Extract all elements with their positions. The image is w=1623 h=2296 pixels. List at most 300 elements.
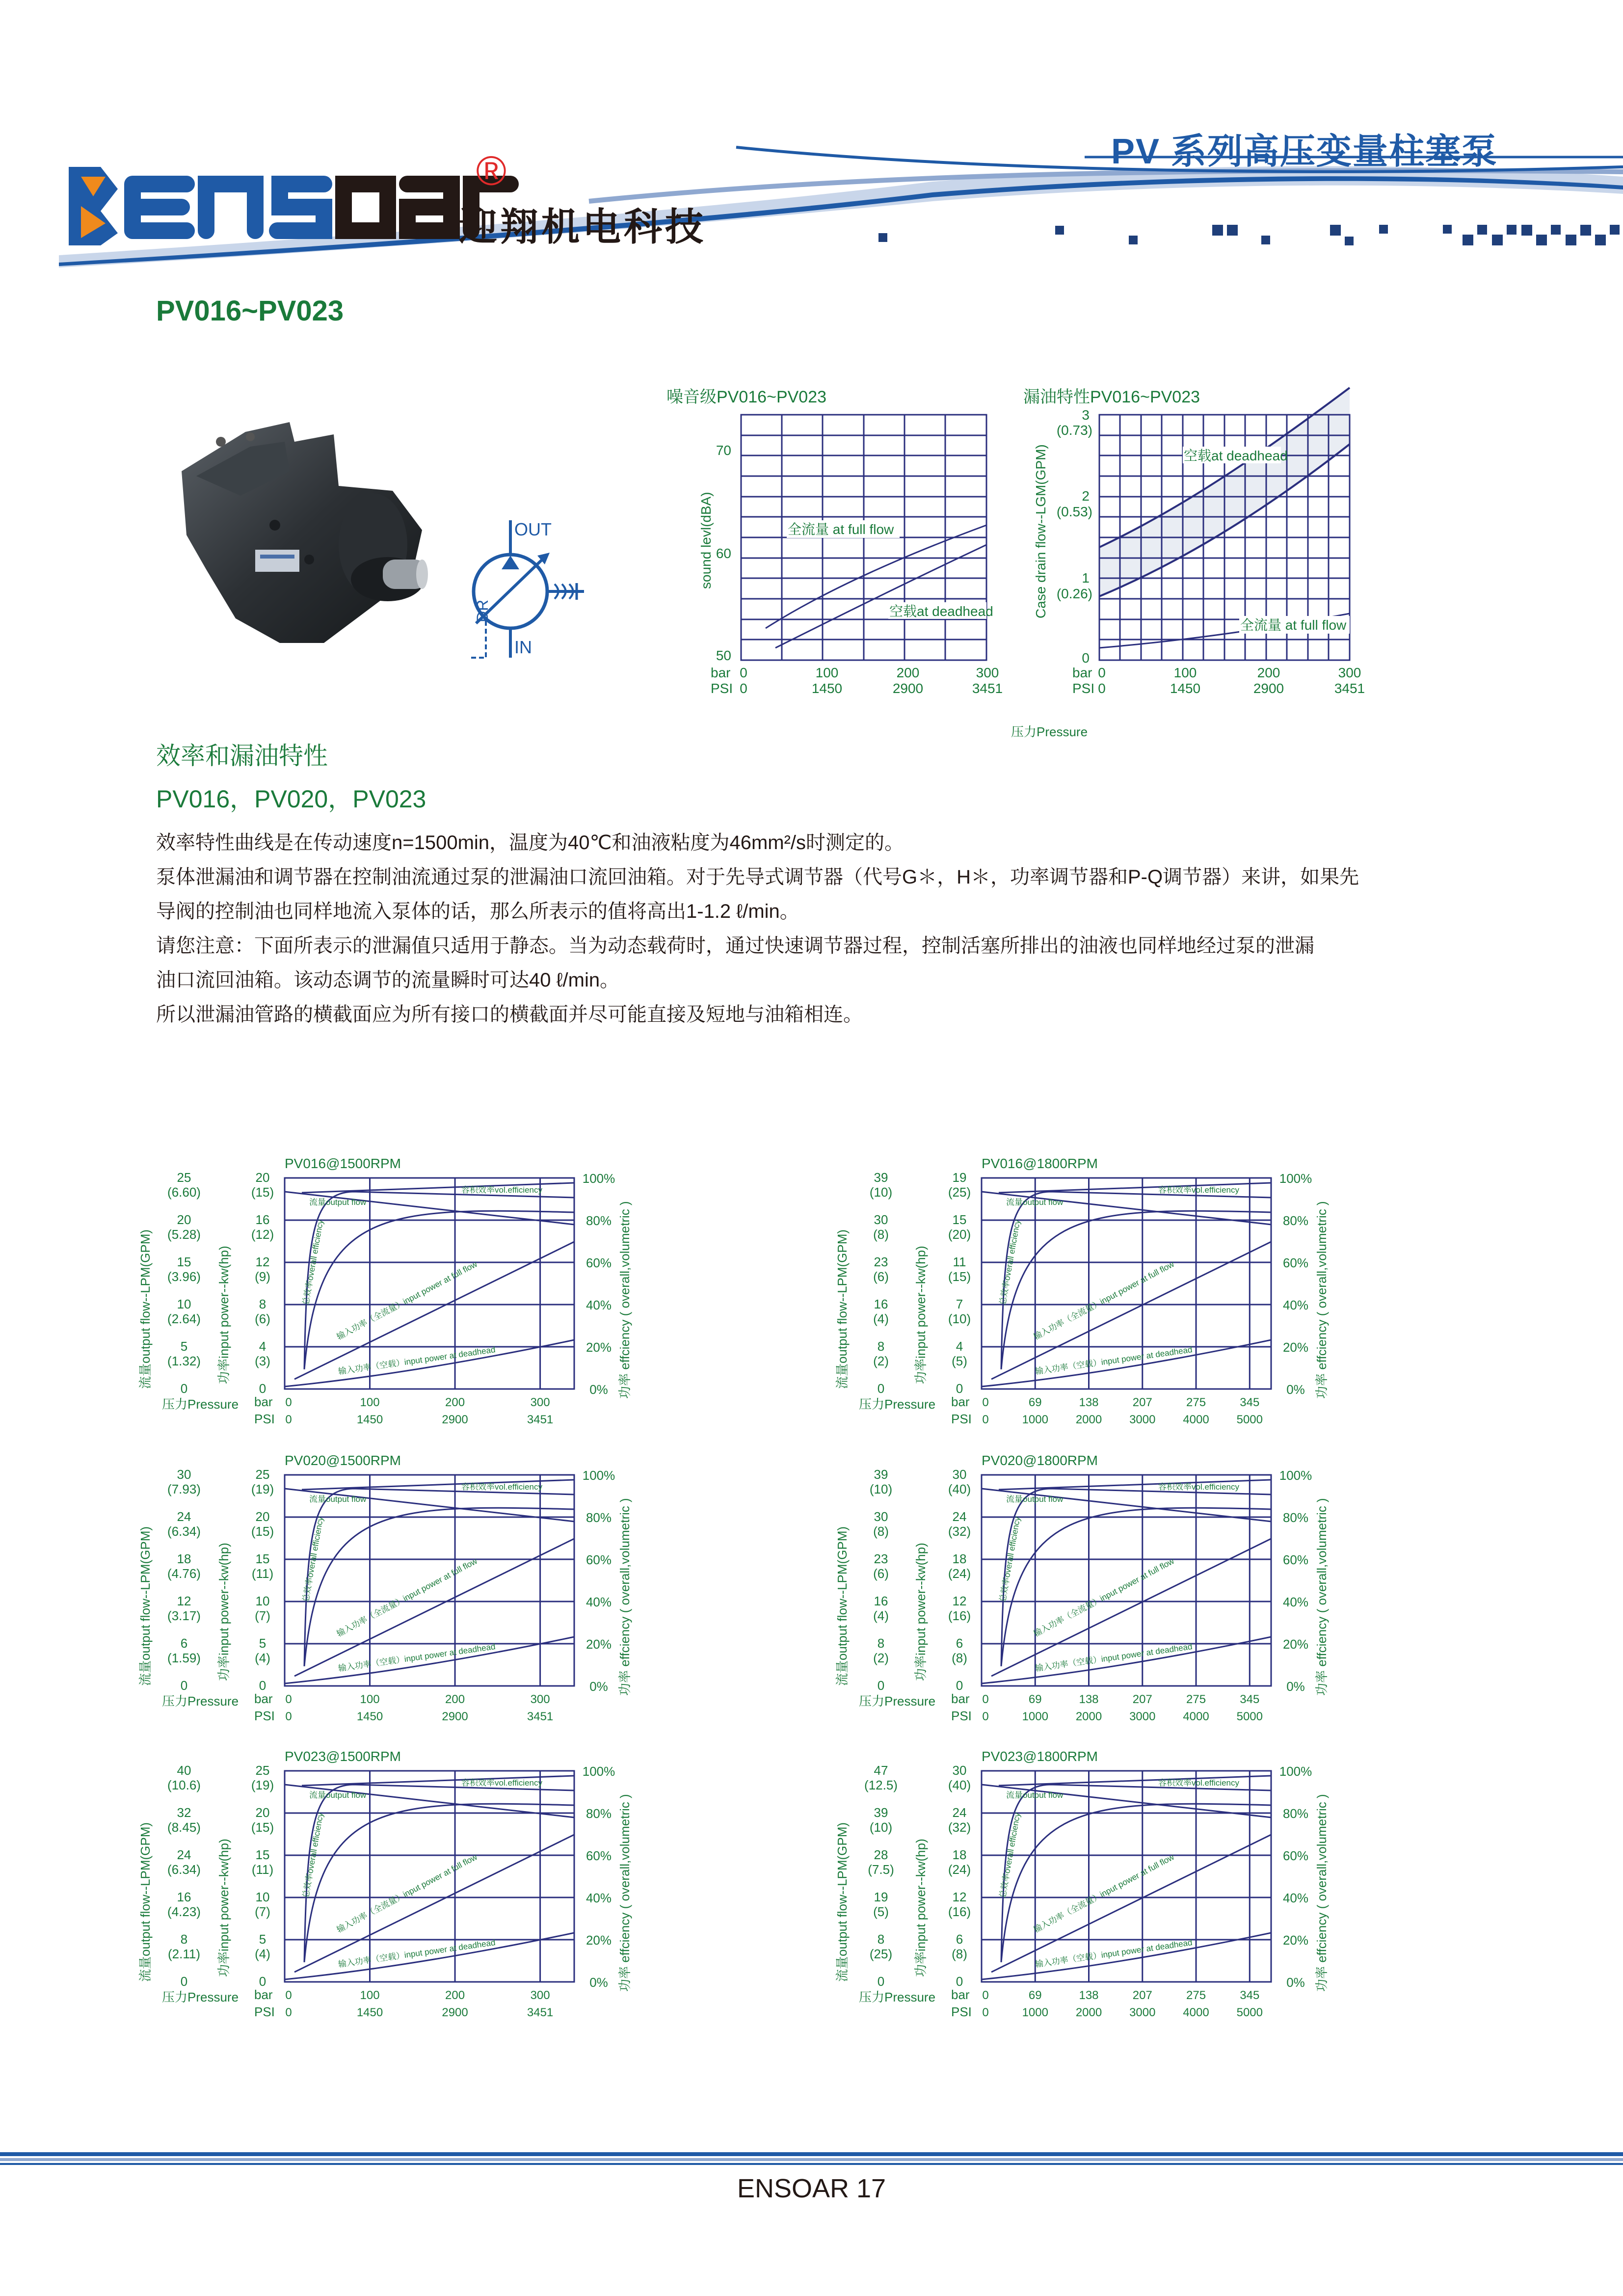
psi-tick: 1000 [1022,1710,1048,1723]
efficiency-pct-tick: 60% [1282,1552,1309,1567]
power-tick: 0 [259,1678,266,1693]
eff-chart-title: PV020@1800RPM [982,1453,1098,1468]
overall-efficiency-label: 总效率overall efficiency [998,1516,1022,1603]
efficiency-pct-tick: 80% [1282,1510,1309,1525]
paragraph-line: 泵体泄漏油和调节器在控制油流通过泵的泄漏油口流回油箱。对于先导式调节器（代号G＊，H＊，功率调节器和P-Q调节器）来讲，如果先 [156,866,1359,888]
flow-tick: 39 [874,1805,888,1820]
paragraph-line: 油口流回油箱。该动态调节的流量瞬时可达40 ℓ/min。 [156,969,620,991]
noise-y-tick: 60 [716,546,731,561]
psi-label: PSI [254,2004,275,2019]
leak-y-axis-label: Case drain flow--LGM(GPM) [1033,444,1048,618]
power-tick: 30 [952,1467,967,1482]
efficiency-axis-label: 功率 effciency ( overall,volumetric ) [617,1201,632,1399]
bar-tick: 275 [1186,1396,1206,1409]
bar-tick: 138 [1079,1989,1099,2002]
power-tick: 24 [952,1509,967,1524]
power-tick-sub: (20) [948,1227,971,1242]
bar-tick: 69 [1028,1693,1042,1706]
flow-tick-sub: (1.59) [167,1651,201,1665]
flow-tick-sub: (7.5) [868,1862,894,1877]
power-tick-sub: (40) [948,1482,971,1496]
symbol-in-label: IN [514,637,532,657]
paragraph-line: 请您注意：下面所表示的泄漏值只适用于静态。当为动态载荷时，通过快速调节器过程，控制活塞所排出的油液也同样地经过泵的泄漏 [156,935,1314,957]
psi-tick: 5000 [1236,1413,1263,1426]
psi-label: PSI [254,1709,275,1723]
flow-tick: 16 [177,1890,191,1904]
noise-psi-label: PSI [711,681,733,696]
flow-tick-sub: (6.60) [167,1185,201,1200]
power-tick: 15 [255,1551,270,1566]
flow-tick: 30 [874,1212,888,1227]
efficiency-pct-tick: 100% [1279,1468,1312,1483]
power-tick-sub: (6) [255,1311,270,1326]
power-tick: 12 [255,1255,270,1269]
flow-axis-label: 流量output flow--LPM(GPM) [138,1229,153,1389]
leak-y-tick-sub: (0.53) [1056,504,1092,519]
vol-efficiency-label: 容积效率vol.efficiency [1158,1482,1240,1492]
efficiency-pct-tick: 40% [1282,1595,1309,1609]
power-axis-label: 功率input power--kw(hp) [913,1543,928,1681]
power-tick: 10 [255,1594,270,1608]
power-tick-sub: (15) [251,1524,274,1539]
leak-bar-tick: 0 [1098,665,1106,680]
power-tick-sub: (25) [948,1185,971,1200]
power-tick-sub: (15) [948,1269,971,1284]
bar-tick: 0 [285,1693,292,1706]
psi-tick: 1000 [1022,2006,1048,2019]
overall-efficiency-label: 总效率overall efficiency [301,1219,325,1306]
leak-bar-tick: 300 [1338,665,1361,680]
flow-axis-label: 流量output flow--LPM(GPM) [138,1822,153,1982]
power-tick-sub: (24) [948,1862,971,1877]
bar-label: bar [254,1394,273,1409]
psi-tick: 2000 [1075,2006,1102,2019]
leak-y-tick-sub: (0.26) [1056,586,1092,601]
psi-tick: 5000 [1236,1710,1263,1723]
psi-tick: 3451 [527,1710,554,1723]
noise-bar-tick: 100 [815,665,839,680]
eff-chart-title: PV023@1800RPM [982,1749,1098,1764]
efficiency-pct-tick: 20% [1282,1637,1309,1652]
output-flow-label: 流量output flow [309,1495,367,1504]
psi-tick: 4000 [1183,1710,1209,1723]
efficiency-pct-tick: 60% [1282,1848,1309,1863]
power-tick: 0 [259,1381,266,1396]
flow-tick: 24 [177,1847,191,1862]
flow-tick-sub: (4) [873,1311,889,1326]
flow-tick-sub: (6.34) [167,1524,201,1539]
flow-tick: 15 [177,1255,191,1269]
power-tick-sub: (7) [255,1608,270,1623]
symbol-out-label: OUT [514,519,552,539]
power-tick-sub: (7) [255,1904,270,1919]
flow-tick: 8 [877,1636,885,1651]
leak-y-tick: 1 [1082,570,1090,586]
power-tick: 30 [952,1763,967,1778]
psi-tick: 0 [285,1710,292,1723]
psi-tick: 3000 [1129,2006,1156,2019]
leak-psi-label: PSI [1072,681,1095,696]
psi-tick: 2900 [442,1710,468,1723]
flow-tick: 24 [177,1509,191,1524]
power-axis-label: 功率input power--kw(hp) [913,1246,928,1384]
flow-tick-sub: (7.93) [167,1482,201,1496]
leak-deadhead-label: 空载at deadhead [1184,448,1288,463]
efficiency-axis-label: 功率 effciency ( overall,volumetric ) [617,1794,632,1992]
power-axis-label: 功率input power--kw(hp) [216,1839,231,1977]
output-flow-label: 流量output flow [309,1198,367,1207]
efficiency-pct-tick: 80% [585,1806,612,1821]
flow-tick: 0 [877,1974,885,1989]
bar-tick: 345 [1240,1989,1260,2002]
noise-psi-tick: 0 [740,681,747,696]
bar-tick: 69 [1028,1989,1042,2002]
efficiency-pct-tick: 40% [585,1595,612,1609]
power-tick: 0 [956,1974,963,1989]
bar-tick: 0 [982,1396,989,1409]
flow-tick-sub: (8.45) [167,1820,201,1835]
psi-tick: 4000 [1183,2006,1209,2019]
efficiency-pct-tick: 20% [585,1340,612,1355]
bar-tick: 200 [445,1693,465,1706]
flow-tick: 0 [180,1678,188,1693]
bar-tick: 138 [1079,1693,1099,1706]
registered-mark: ® [476,148,506,194]
power-tick-sub: (19) [251,1778,274,1792]
power-tick-sub: (10) [948,1311,971,1326]
efficiency-pct-tick: 60% [585,1848,612,1863]
output-flow-label: 流量output flow [1006,1495,1064,1504]
power-tick: 16 [255,1212,270,1227]
overall-efficiency-label: 总效率overall efficiency [998,1812,1022,1899]
power-tick: 18 [952,1847,967,1862]
bar-tick: 300 [530,1396,550,1409]
flow-tick: 0 [877,1381,885,1396]
flow-tick-sub: (6) [873,1269,889,1284]
noise-y-tick: 50 [716,648,731,663]
flow-tick-sub: (8) [873,1524,889,1539]
leak-psi-tick: 3451 [1334,681,1365,696]
psi-tick: 0 [285,2006,292,2019]
power-tick: 12 [952,1890,967,1904]
flow-tick: 39 [874,1467,888,1482]
flow-tick: 30 [874,1509,888,1524]
flow-tick: 25 [177,1170,191,1185]
bar-tick: 200 [445,1989,465,2002]
noise-psi-tick: 2900 [892,681,924,696]
bar-tick: 0 [982,1989,989,2002]
bar-tick: 207 [1132,1396,1152,1409]
power-tick: 24 [952,1805,967,1820]
psi-tick: 2000 [1075,1413,1102,1426]
flow-tick-sub: (6) [873,1566,889,1581]
efficiency-pct-tick: 100% [1279,1171,1312,1186]
deadhead-power-label: 输入功率（空载）input power at deadhead [1034,1642,1193,1673]
output-flow-label: 流量output flow [1006,1198,1064,1207]
noise-chart-title: 噪音级PV016~PV023 [666,388,827,406]
efficiency-pct-tick: 0% [1286,1382,1305,1397]
flow-tick-sub: (10) [869,1185,893,1200]
leak-full-flow-label: 全流量 at full flow [1240,617,1347,633]
efficiency-chart [834,1148,1329,1426]
paragraph-line: 导阀的控制油也同样地流入泵体的话，那么所表示的值将高出1-1.2 ℓ/min。 [156,901,799,922]
bar-tick: 0 [285,1396,292,1409]
pressure-label: 压力Pressure [162,1397,239,1412]
overall-efficiency-label: 总效率overall efficiency [301,1812,325,1899]
psi-tick: 3451 [527,2006,554,2019]
efficiency-pct-tick: 20% [1282,1340,1309,1355]
efficiency-pct-tick: 40% [585,1298,612,1312]
power-tick-sub: (32) [948,1524,971,1539]
pressure-label: 压力Pressure [162,1694,239,1709]
flow-tick-sub: (4) [873,1608,889,1623]
power-tick-sub: (8) [952,1947,967,1961]
noise-chart [666,388,1003,696]
flow-tick-sub: (12.5) [864,1778,898,1792]
flow-tick-sub: (3.17) [167,1608,201,1623]
psi-tick: 4000 [1183,1413,1209,1426]
paragraph-line: 效率特性曲线是在传动速度n=1500min，温度为40℃和油液粘度为46mm²/s时测定的。 [156,832,905,854]
power-tick: 5 [259,1932,266,1947]
flow-axis-label: 流量output flow--LPM(GPM) [138,1526,153,1686]
power-tick-sub: (15) [251,1185,274,1200]
leak-bar-tick: 200 [1257,665,1280,680]
efficiency-pct-tick: 80% [585,1213,612,1228]
pressure-label: 压力Pressure [859,1990,936,2004]
eff-chart-title: PV023@1500RPM [285,1749,401,1764]
overall-efficiency-label: 总效率overall efficiency [998,1219,1022,1306]
power-tick: 6 [956,1636,963,1651]
psi-tick: 1450 [356,1710,383,1723]
vol-efficiency-label: 容积效率vol.efficiency [1158,1778,1240,1788]
efficiency-pct-tick: 80% [1282,1806,1309,1821]
psi-tick: 1450 [356,2006,383,2019]
noise-bar-tick: 0 [740,665,747,680]
flow-tick-sub: (1.32) [167,1354,201,1368]
power-tick-sub: (11) [251,1566,274,1581]
bar-label: bar [254,1691,273,1706]
power-tick-sub: (19) [251,1482,274,1496]
bar-tick: 207 [1132,1989,1152,2002]
psi-label: PSI [951,2004,972,2019]
efficiency-axis-label: 功率 effciency ( overall,volumetric ) [617,1498,632,1696]
leak-chart [1023,388,1365,696]
flow-tick: 16 [874,1297,888,1311]
efficiency-chart [137,1741,632,2019]
symbol-dr-label: DR [474,599,491,622]
power-tick: 20 [255,1805,270,1820]
efficiency-pct-tick: 0% [1286,1975,1305,1990]
overall-efficiency-label: 总效率overall efficiency [301,1516,325,1603]
flow-tick-sub: (2) [873,1354,889,1368]
psi-tick: 2900 [442,1413,468,1426]
power-axis-label: 功率input power--kw(hp) [216,1543,231,1681]
logo-mark [69,167,118,245]
flow-tick-sub: (2) [873,1651,889,1665]
power-tick-sub: (5) [952,1354,967,1368]
psi-tick: 3000 [1129,1413,1156,1426]
bar-label: bar [951,1394,970,1409]
flow-tick-sub: (4.23) [167,1904,201,1919]
bar-tick: 0 [982,1693,989,1706]
noise-deadhead-label: 空载at deadhead [889,604,993,619]
leak-bar-label: bar [1072,665,1092,680]
leak-chart-title: 漏油特性PV016~PV023 [1023,388,1200,406]
flow-tick: 39 [874,1170,888,1185]
power-tick-sub: (3) [255,1354,270,1368]
efficiency-axis-label: 功率 effciency ( overall,volumetric ) [1314,1794,1329,1992]
top-charts [658,388,1394,741]
noise-bar-tick: 300 [976,665,999,680]
efficiency-pct-tick: 0% [589,1382,608,1397]
power-tick-sub: (11) [251,1862,274,1877]
bar-tick: 0 [285,1989,292,2002]
flow-tick-sub: (6.34) [167,1862,201,1877]
power-tick: 20 [255,1509,270,1524]
leak-psi-tick: 2900 [1253,681,1284,696]
bar-tick: 100 [360,1989,380,2002]
full-flow-power-label: 输入功率（全流量）input power at full flow [335,1556,479,1639]
efficiency-pct-tick: 20% [1282,1933,1309,1948]
series-title: PV 系列高压变量柱塞泵 [1111,132,1498,171]
bar-label: bar [951,1691,970,1706]
efficiency-pct-tick: 20% [585,1637,612,1652]
footer-rule [0,2152,1623,2167]
flow-tick-sub: (2.11) [168,1947,200,1961]
power-tick: 0 [259,1974,266,1989]
eff-chart-title: PV020@1500RPM [285,1453,401,1468]
flow-tick-sub: (4.76) [167,1566,201,1581]
output-flow-label: 流量output flow [1006,1790,1064,1800]
paragraph-line: 所以泄漏油管路的横截面应为所有接口的横截面并尽可能直接及短地与油箱相连。 [156,1004,863,1025]
power-tick-sub: (12) [251,1227,274,1242]
bar-tick: 207 [1132,1693,1152,1706]
full-flow-power-label: 输入功率（全流量）input power at full flow [335,1259,479,1342]
power-tick-sub: (4) [255,1651,270,1665]
flow-tick: 32 [177,1805,191,1820]
flow-tick: 10 [177,1297,191,1311]
power-tick-sub: (15) [251,1820,274,1835]
flow-tick-sub: (2.64) [167,1311,201,1326]
flow-axis-label: 流量output flow--LPM(GPM) [835,1526,850,1686]
flow-tick: 19 [874,1890,888,1904]
power-tick-sub: (16) [948,1904,971,1919]
deadhead-power-label: 输入功率（空载）input power at deadhead [1034,1938,1193,1969]
power-tick: 20 [255,1170,270,1185]
leak-y-tick: 3 [1082,407,1090,423]
bar-tick: 300 [530,1693,550,1706]
power-tick: 10 [255,1890,270,1904]
bar-tick: 100 [360,1693,380,1706]
bar-tick: 69 [1028,1396,1042,1409]
bar-tick: 345 [1240,1396,1260,1409]
efficiency-pct-tick: 100% [1279,1764,1312,1779]
noise-y-axis-label: sound levl(dBA) [698,492,714,589]
full-flow-power-label: 输入功率（全流量）input power at full flow [335,1852,479,1935]
flow-tick-sub: (5.28) [167,1227,201,1242]
flow-tick: 47 [874,1763,888,1778]
deadhead-power-label: 输入功率（空载）input power at deadhead [1034,1345,1193,1376]
flow-tick: 12 [177,1594,191,1608]
power-tick-sub: (40) [948,1778,971,1792]
efficiency-pct-tick: 80% [1282,1213,1309,1228]
efficiency-chart [834,1741,1329,2019]
bar-label: bar [254,1987,273,2002]
flow-tick: 8 [877,1339,885,1354]
pump-photo [177,412,432,663]
vol-efficiency-label: 容积效率vol.efficiency [1158,1185,1240,1195]
bar-tick: 200 [445,1396,465,1409]
output-flow-label: 流量output flow [309,1790,367,1800]
vol-efficiency-label: 容积效率vol.efficiency [461,1185,543,1195]
flow-tick: 28 [874,1847,888,1862]
leak-y-tick: 2 [1082,488,1090,504]
flow-tick: 0 [180,1381,188,1396]
flow-tick: 23 [874,1551,888,1566]
flow-tick: 16 [874,1594,888,1608]
flow-tick-sub: (10) [869,1482,893,1496]
power-tick: 0 [956,1381,963,1396]
efficiency-pct-tick: 100% [582,1171,615,1186]
psi-tick: 0 [982,2006,989,2019]
eff-chart-title: PV016@1500RPM [285,1156,401,1171]
psi-tick: 0 [982,1413,989,1426]
power-tick: 6 [956,1932,963,1947]
power-tick: 15 [255,1847,270,1862]
leak-y-tick-sub: (0.73) [1056,423,1092,438]
power-tick: 12 [952,1594,967,1608]
section-subtitle: PV016，PV020，PV023 [156,785,426,813]
vol-efficiency-label: 容积效率vol.efficiency [461,1778,543,1788]
deadhead-power-label: 输入功率（空载）input power at deadhead [337,1938,496,1969]
psi-tick: 5000 [1236,2006,1263,2019]
deadhead-power-label: 输入功率（空载）input power at deadhead [337,1345,496,1376]
efficiency-chart [137,1445,632,1723]
efficiency-pct-tick: 40% [1282,1298,1309,1312]
efficiency-pct-tick: 40% [585,1891,612,1905]
psi-tick: 2900 [442,2006,468,2019]
flow-tick-sub: (25) [869,1947,893,1961]
full-flow-power-label: 输入功率（全流量）input power at full flow [1032,1852,1176,1935]
bar-label: bar [951,1987,970,2002]
efficiency-pct-tick: 60% [585,1552,612,1567]
power-tick-sub: (9) [255,1269,270,1284]
flow-tick: 0 [180,1974,188,1989]
flow-tick-sub: (8) [873,1227,889,1242]
model-title: PV016~PV023 [156,295,344,327]
flow-tick: 0 [877,1678,885,1693]
noise-psi-tick: 1450 [811,681,843,696]
efficiency-chart [834,1445,1329,1723]
efficiency-pct-tick: 60% [1282,1255,1309,1270]
eff-chart-title: PV016@1800RPM [982,1156,1098,1171]
efficiency-pct-tick: 40% [1282,1891,1309,1905]
brand-chinese-name: 迎翔机电科技 [459,205,707,248]
power-axis-label: 功率input power--kw(hp) [913,1839,928,1977]
bar-tick: 100 [360,1396,380,1409]
deadhead-power-label: 输入功率（空载）input power at deadhead [337,1642,496,1673]
flow-tick-sub: (10.6) [167,1778,201,1792]
section-title: 效率和漏油特性 [156,742,328,770]
psi-tick: 0 [285,1413,292,1426]
pressure-caption: 压力Pressure [1011,724,1088,739]
bar-tick: 275 [1186,1693,1206,1706]
power-tick-sub: (24) [948,1566,971,1581]
full-flow-power-label: 输入功率（全流量）input power at full flow [1032,1259,1176,1342]
leak-y-tick: 0 [1082,650,1090,666]
flow-axis-label: 流量output flow--LPM(GPM) [835,1822,850,1982]
psi-label: PSI [951,1412,972,1426]
